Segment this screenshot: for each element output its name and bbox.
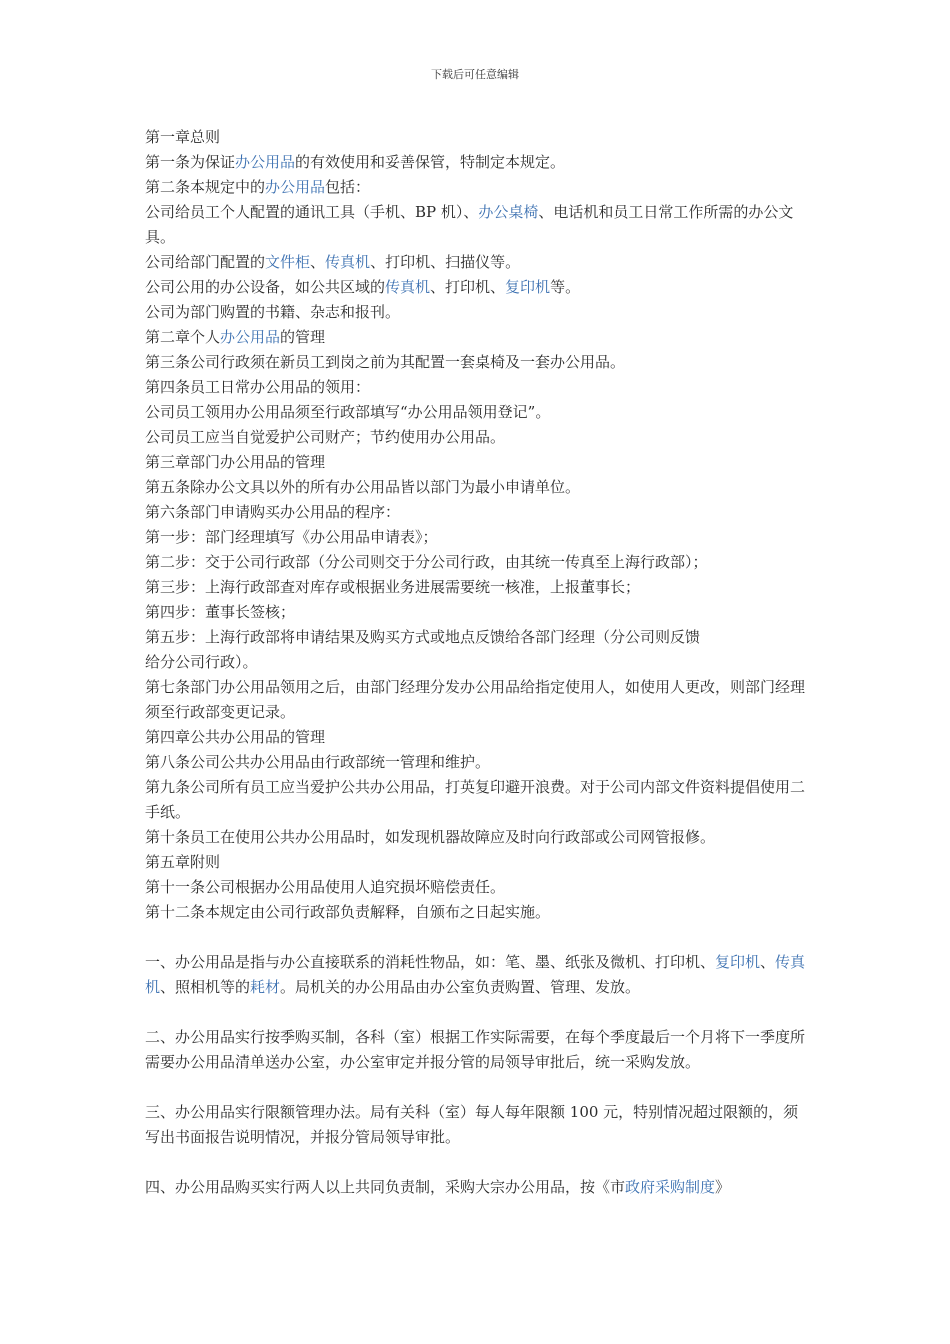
text-run: 第五步：上海行政部将申请结果及购买方式或地点反馈给各部门经理（分公司则反馈	[145, 628, 701, 646]
text-run: 第五条除办公文具以外的所有办公用品皆以部门为最小申请单位。	[145, 478, 581, 496]
document-line	[145, 600, 810, 625]
paragraph-gap	[145, 925, 810, 950]
document-line	[145, 125, 810, 150]
document-paragraph	[145, 1175, 810, 1200]
hyperlink[interactable]: 传真机	[385, 278, 431, 296]
text-run: 、打印机、	[430, 278, 506, 296]
hyperlink[interactable]: 复印机	[715, 953, 761, 971]
text-run: 公司给员工个人配置的通讯工具（手机、BP 机）、	[145, 203, 479, 221]
text-run: 一、办公用品是指与办公直接联系的消耗性物品，如：笔、墨、纸张及微机、打印机、	[145, 953, 716, 971]
paragraph-gap	[145, 1000, 810, 1025]
document-paragraph	[145, 1025, 810, 1075]
text-run: 第三章部门办公用品的管理	[145, 453, 326, 471]
document-line	[145, 850, 810, 875]
text-run: 第十一条公司根据办公用品使用人追究损坏赔偿责任。	[145, 878, 506, 896]
text-run: 第三条公司行政须在新员工到岗之前为其配置一套桌椅及一套办公用品。	[145, 353, 626, 371]
page-header: 下载后可任意编辑	[431, 68, 519, 81]
text-run: 第四步：董事长签核；	[145, 603, 296, 621]
document-paragraph	[145, 950, 810, 1000]
document-paragraph	[145, 1100, 810, 1150]
text-run: 公司为部门购置的书籍、杂志和报刊。	[145, 303, 401, 321]
text-run: 公司员工应当自觉爱护公司财产；节约使用办公用品。	[145, 428, 506, 446]
document-body	[145, 125, 810, 1200]
text-run: 第十条员工在使用公共办公用品时，如发现机器故障应及时向行政部或公司网管报修。	[145, 828, 716, 846]
document-line	[145, 325, 810, 350]
text-run: 第二步：交于公司行政部（分公司则交于分公司行政，由其统一传真至上海行政部）；	[145, 553, 708, 571]
hyperlink[interactable]: 办公桌椅	[478, 203, 539, 221]
hyperlink[interactable]: 办公用品	[220, 328, 281, 346]
text-run: 第一条为保证	[145, 153, 236, 171]
document-line	[145, 900, 810, 925]
document-line	[145, 250, 810, 275]
document-line	[145, 200, 810, 250]
text-run: 、	[310, 253, 326, 271]
text-run: 第九条公司所有员工应当爱护公共办公用品，打英复印避开浪费。对于公司内部文件资料提倡使用二手纸。	[145, 778, 806, 821]
document-line	[145, 500, 810, 525]
document-line	[145, 550, 810, 575]
document-line	[145, 650, 810, 675]
document-line	[145, 750, 810, 775]
text-run: 第七条部门办公用品领用之后，由部门经理分发办公用品给指定使用人，如使用人更改，则部门经理须至行政部变更记录。	[145, 678, 806, 721]
document-line	[145, 275, 810, 300]
text-run: 、照相机等的	[160, 978, 251, 996]
text-run: 》	[715, 1178, 731, 1196]
document-line	[145, 175, 810, 200]
document-line	[145, 575, 810, 600]
document-line	[145, 425, 810, 450]
text-run: 等。	[550, 278, 581, 296]
document-line	[145, 675, 810, 725]
text-run: 第五章附则	[145, 853, 221, 871]
hyperlink[interactable]: 政府采购制度	[625, 1178, 716, 1196]
text-run: 公司员工领用办公用品须至行政部填写“办公用品领用登记”。	[145, 403, 551, 421]
document-line	[145, 825, 810, 850]
text-run: 、打印机、扫描仪等。	[370, 253, 521, 271]
text-run: 、	[760, 953, 776, 971]
text-run: 第三步：上海行政部查对库存或根据业务进展需要统一核准，上报董事长；	[145, 578, 641, 596]
text-run: 第四章公共办公用品的管理	[145, 728, 326, 746]
text-run: 第一章总则	[145, 128, 221, 146]
document-line	[145, 150, 810, 175]
paragraph-gap	[145, 1150, 810, 1175]
text-run: 的有效使用和妥善保管，特制定本规定。	[295, 153, 566, 171]
text-run: 第四条员工日常办公用品的领用：	[145, 378, 371, 396]
document-line	[145, 475, 810, 500]
text-run: 第六条部门申请购买办公用品的程序：	[145, 503, 401, 521]
text-run: 包括：	[325, 178, 371, 196]
text-run: 第二章个人	[145, 328, 221, 346]
paragraph-gap	[145, 1075, 810, 1100]
text-run: 第一步：部门经理填写《办公用品申请表》；	[145, 528, 438, 546]
hyperlink[interactable]: 办公用品	[265, 178, 326, 196]
hyperlink[interactable]: 耗材	[250, 978, 281, 996]
text-run: 第八条公司公共办公用品由行政部统一管理和维护。	[145, 753, 491, 771]
hyperlink[interactable]: 传真机	[325, 253, 371, 271]
document-line	[145, 375, 810, 400]
document-line	[145, 725, 810, 750]
text-run: 四、办公用品购买实行两人以上共同负责制，采购大宗办公用品，按《市	[145, 1178, 626, 1196]
text-run: 二、办公用品实行按季购买制，各科（室）根据工作实际需要，在每个季度最后一个月将下一季度所需要办公用品清单送办公室，办公室审定并报分管的局领导审批后，统一采购发放。	[145, 1028, 806, 1071]
hyperlink[interactable]: 文件柜	[265, 253, 311, 271]
document-line	[145, 525, 810, 550]
document-line	[145, 875, 810, 900]
text-run: 公司公用的办公设备，如公共区域的	[145, 278, 386, 296]
document-line	[145, 775, 810, 825]
document-line	[145, 350, 810, 375]
text-run: 公司给部门配置的	[145, 253, 266, 271]
document-line	[145, 625, 810, 650]
document-line	[145, 450, 810, 475]
document-line	[145, 300, 810, 325]
text-run: 第十二条本规定由公司行政部负责解释，自颁布之日起实施。	[145, 903, 551, 921]
hyperlink[interactable]: 复印机	[505, 278, 551, 296]
text-run: 的管理	[280, 328, 326, 346]
text-run: 。局机关的办公用品由办公室负责购置、管理、发放。	[280, 978, 641, 996]
hyperlink[interactable]: 办公用品	[235, 153, 296, 171]
document-line	[145, 400, 810, 425]
text-run: 给分公司行政）。	[145, 653, 258, 671]
hyperlink[interactable]: 传真机	[145, 953, 806, 996]
text-run: 三、办公用品实行限额管理办法。局有关科（室）每人每年限额 100 元，特别情况超过限额的，须写出书面报告说明情况，并报分管局领导审批。	[145, 1103, 799, 1146]
text-run: 第二条本规定中的	[145, 178, 266, 196]
text-run: 、电话机和员工日常工作所需的办公文具。	[145, 203, 794, 246]
